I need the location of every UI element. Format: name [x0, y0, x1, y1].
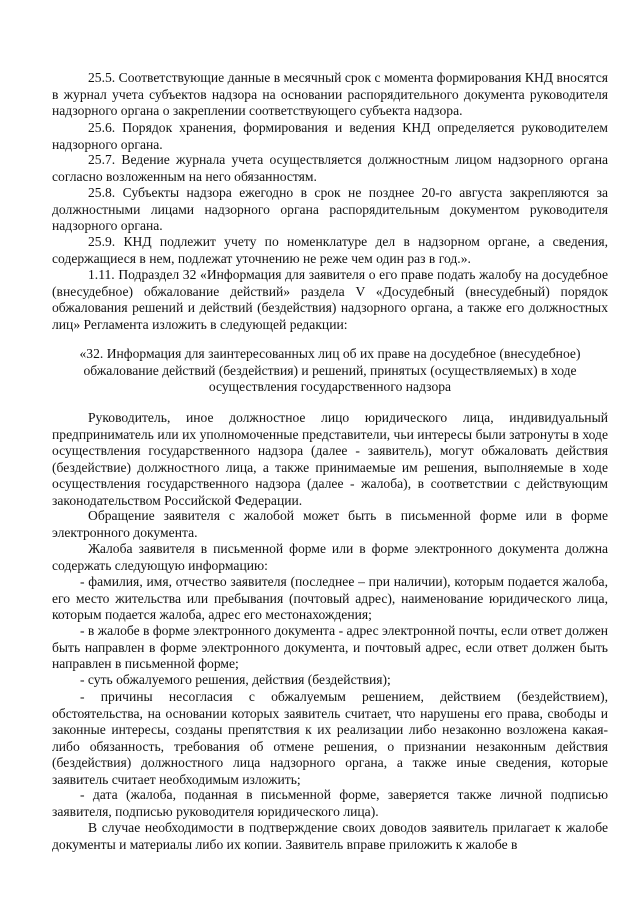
paragraph-intro: Руководитель, иное должностное лицо юридического лица, индивидуальный предприниматель или их уполномоченные представители, чьи интересы были затронуты в ходе осуществления государственного надзора (далее - заявитель), могут обжаловать действия (бездействие) должностного лица, а также принимаемые им решения, выполняемые в ходе осуществления государственного надзора (далее - жалоба), в соответствии с действующим законодательством Российской Федерации.	[52, 410, 608, 508]
paragraph-closing: В случае необходимости в подтверждение своих доводов заявитель прилагает к жалобе документы и материалы либо их копии. Заявитель вправе приложить к жалобе в	[52, 820, 608, 852]
paragraph-25-8: 25.8. Субъекты надзора ежегодно в срок не позднее 20-го августа закрепляются за должностными лицами надзорного органа распорядительным документом руководителя надзорного органа.	[52, 185, 608, 234]
list-item: - причины несогласия с обжалуемым решением, действием (бездействием), обстоятельства, на основании которых заявитель считает, что нарушены его права, свободы и законные интересы, созданы препятствия к их реализации либо незаконно возложена какая-либо обязанность, требования об отмене решения, о признании незаконным действия (бездействия) должностного лица надзорного органа, а также иные сведения, которые заявитель считает необходимым изложить;	[52, 689, 608, 787]
list-item: - в жалобе в форме электронного документа - адрес электронной почты, если ответ должен быть направлен в форме электронного документа, и почтовый адрес, если ответ должен быть направлен в письменной форме;	[52, 623, 609, 672]
paragraph-25-6: 25.6. Порядок хранения, формирования и ведения КНД определяется руководителем надзорного органа.	[52, 120, 608, 152]
section-heading: «32. Информация для заинтересованных лиц об их праве на досудебное (внесудебное) обжалование действий (бездействия) и решений, принятых (осуществляемых) в ходе осуществления государственного надзора	[79, 346, 581, 395]
paragraph-25-7: 25.7. Ведение журнала учета осуществляется должностным лицом надзорного органа согласно возложенным на него обязанностям.	[52, 152, 608, 184]
paragraph-content: Жалоба заявителя в письменной форме или в форме электронного документа должна содержать следующую информацию:	[52, 541, 608, 573]
paragraph-form: Обращение заявителя с жалобой может быть в письменной форме или в форме электронного документа.	[52, 508, 608, 540]
paragraph-25-5: 25.5. Соответствующие данные в месячный срок с момента формирования КНД вносятся в журнал учета субъектов надзора на основании распорядительного документа руководителя надзорного органа о закреплении соответствующего субъекта надзора.	[52, 70, 608, 119]
list-item: - дата (жалоба, поданная в письменной форме, заверяется также личной подписью заявителя, подписью руководителя юридического лица).	[52, 787, 608, 819]
list-item: - суть обжалуемого решения, действия (бездействия);	[80, 672, 391, 687]
paragraph-25-9: 25.9. КНД подлежит учету по номенклатуре дел в надзорном органе, а сведения, содержащиеся в нем, подлежат уточнению не реже чем один раз в год.».	[52, 234, 608, 266]
paragraph-1-11: 1.11. Подраздел 32 «Информация для заявителя о его праве подать жалобу на досудебное (внесудебное) обжалование действий» раздела V «Досудебный (внесудебный) порядок обжалования решений и действий (бездействия) надзорного органа, а также его должностных лиц» Регламента изложить в следующей редакции:	[52, 267, 608, 332]
list-item: - фамилия, имя, отчество заявителя (последнее – при наличии), которым подается жалоба, его место жительства или пребывания (почтовый адрес), наименование юридического лица, которым подается жалоба, адрес его местонахождения;	[52, 574, 608, 623]
